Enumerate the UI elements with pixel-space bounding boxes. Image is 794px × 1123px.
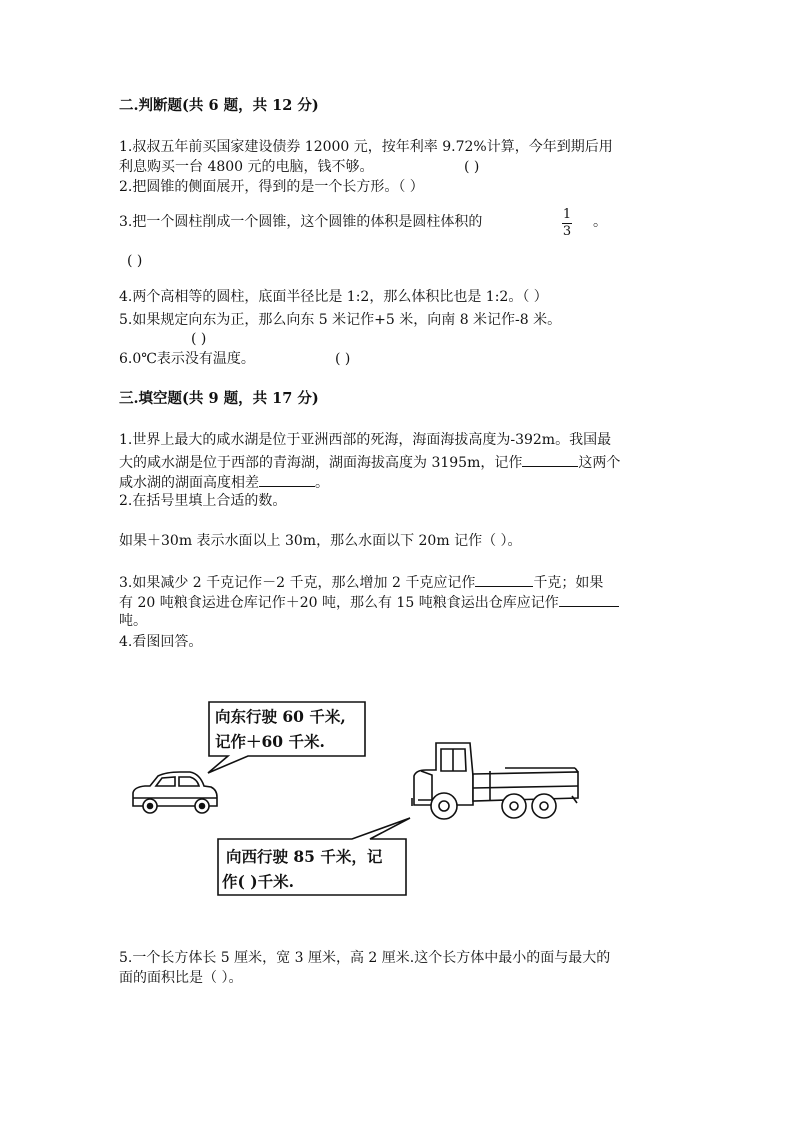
bubble1-line1: 向东行驶 60 千米,: [215, 707, 346, 726]
s3-q2-line2: 如果＋30m 表示水面以上 30m，那么水面以下 20m 记作（ ）。: [119, 533, 522, 549]
s3-q4-line1: 4.看图回答。: [119, 634, 203, 650]
bubble2-line1: 向西行驶 85 千米，记: [226, 847, 383, 866]
s2-q1-line2: 利息购买一台 4800 元的电脑，钱不够。: [119, 159, 374, 175]
fraction-denominator: 3: [562, 224, 572, 239]
s3-q3-line3: 吨。: [119, 613, 147, 629]
s2-q1-line1: 1.叔叔五年前买国家建设债券 12000 元，按年利率 9.72%计算，今年到期后用: [119, 139, 613, 155]
s2-q1-answer-paren[interactable]: ( ): [464, 159, 480, 175]
s2-q3-answer-paren[interactable]: ( ): [127, 253, 143, 269]
bubble1-line2: 记作＋60 千米.: [215, 732, 325, 751]
s2-q3-end: 。: [593, 214, 607, 230]
s2-q4: 4.两个高相等的圆柱，底面半径比是 1:2，那么体积比也是 1:2。（ ）: [119, 289, 548, 305]
s3-q1-line3-b: 。: [315, 475, 329, 491]
s3-q3-line2-a: 有 20 吨粮食运进仓库记作＋20 吨，那么有 15 吨粮食运出仓库应记作: [119, 595, 559, 611]
s2-q5-answer-paren[interactable]: ( ): [191, 331, 207, 347]
s3-q3-line1-b: 千克；如果: [533, 575, 604, 591]
s3-q1-line3-a: 咸水湖的湖面高度相差: [119, 475, 259, 491]
s2-q6-text: 6.0℃表示没有温度。: [119, 351, 255, 367]
truck-icon: [412, 743, 578, 819]
s3-q2-line1: 2.在括号里填上合适的数。: [119, 493, 287, 509]
s2-q6-answer-paren[interactable]: ( ): [335, 351, 351, 367]
s2-q3-text: 3.把一个圆柱削成一个圆锥，这个圆锥的体积是圆柱体积的: [119, 214, 483, 230]
section2-heading: 二.判断题(共 6 题，共 12 分): [119, 97, 319, 114]
s3-q3-line1-a: 3.如果减少 2 千克记作－2 千克，那么增加 2 千克应记作: [119, 575, 476, 591]
section3-heading: 三.填空题(共 9 题，共 17 分): [119, 390, 319, 407]
bubble2-line2[interactable]: 作( )千米.: [222, 872, 294, 891]
s2-q2: 2.把圆锥的侧面展开，得到的是一个长方形。（ ）: [119, 179, 424, 195]
s3-q5-line1: 5.一个长方体长 5 厘米，宽 3 厘米，高 2 厘米.这个长方体中最小的面与最大的: [119, 950, 611, 966]
s3-q5-line2: 面的面积比是（ ）。: [119, 970, 243, 986]
car-icon: [133, 772, 217, 813]
s3-q1-line2-a: 大的咸水湖是位于西部的青海湖，湖面海拔高度为 3195m，记作: [119, 455, 523, 471]
fraction-numerator: 1: [562, 207, 572, 222]
s3-q1-line2-b: 这两个: [578, 455, 621, 471]
s3-q1-line1: 1.世界上最大的咸水湖是位于亚洲西部的死海，海面海拔高度为-392m。我国最: [119, 432, 612, 448]
s2-q5-line1: 5.如果规定向东为正，那么向东 5 米记作+5 米，向南 8 米记作-8 米。: [119, 312, 562, 328]
